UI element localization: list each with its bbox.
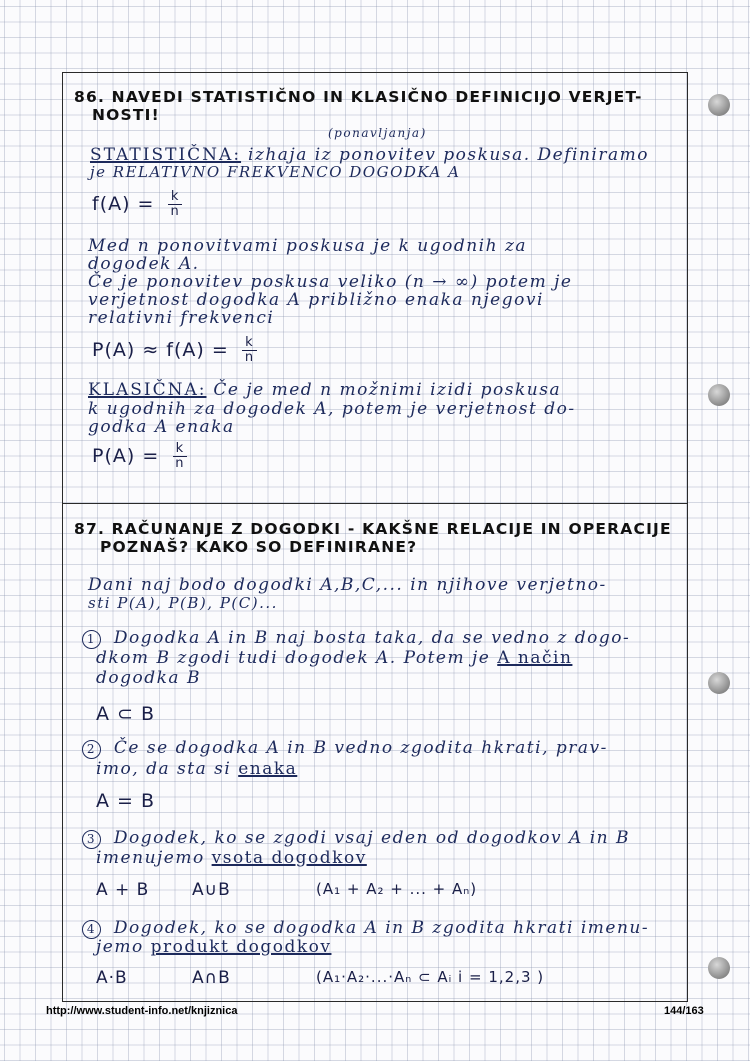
sum-formula-series: (A₁ + A₂ + ... + Aₙ) xyxy=(316,880,478,898)
subset-formula: A ⊂ B xyxy=(96,703,156,725)
item-text: Dogodek, ko se dogodka A in B zgodita hkrati imenu- xyxy=(113,918,650,938)
fraction xyxy=(168,190,183,219)
item-text: imo, da sta si xyxy=(96,759,232,779)
item-text: Če se dogodka A in B vedno zgodita hkrati, prav- xyxy=(113,738,608,758)
classical-text: Če je med n možnimi izidi poskusa xyxy=(213,380,562,400)
sum-formula-union: A∪B xyxy=(192,880,231,900)
binder-hole xyxy=(708,94,730,116)
statistical-definition-line2: je RELATIVNO FREKVENCO DOGODKA A xyxy=(90,163,461,181)
paragraph-line: relativni frekvenci xyxy=(88,308,275,328)
item2-line2 xyxy=(96,759,297,779)
page-number: 144/163 xyxy=(664,1005,704,1017)
fraction-numerator: k xyxy=(168,190,183,205)
item3-line2 xyxy=(96,848,367,868)
fraction-denominator: n xyxy=(175,456,185,471)
product-formula-intersection: A∩B xyxy=(192,968,231,988)
fraction-denominator: n xyxy=(170,204,180,219)
section-divider xyxy=(62,503,688,504)
fraction xyxy=(242,336,257,365)
statistical-text: izhaja iz ponovitev poskusa. Definiramo xyxy=(247,145,649,165)
annotation: (ponavljanja) xyxy=(328,126,427,140)
paragraph-line: Če je ponovitev poskusa veliko (n → ∞) potem je xyxy=(88,272,573,292)
item1-line1 xyxy=(82,628,630,649)
item4-line1 xyxy=(82,918,649,939)
item-text: Dogodek, ko se zgodi vsaj eden od dogodkov A in B xyxy=(113,828,631,848)
classical-label: KLASIČNA: xyxy=(88,380,207,400)
binder-hole xyxy=(708,384,730,406)
statistical-label: STATISTIČNA: xyxy=(90,145,242,165)
fraction-numerator: k xyxy=(173,442,188,457)
classical-definition-line3: godka A enaka xyxy=(88,417,235,437)
item1-line2 xyxy=(96,648,572,668)
sum-formula-plus: A + B xyxy=(96,880,150,900)
classical-definition-line1 xyxy=(88,380,561,400)
q86-heading-line2: NOSTI! xyxy=(92,106,160,124)
product-formula-dot: A·B xyxy=(96,968,128,988)
item-text: Dogodka A in B naj bosta taka, da se vedno z dogo- xyxy=(113,628,631,648)
fraction xyxy=(172,442,187,471)
equality-formula: A = B xyxy=(96,790,156,812)
item3-line1 xyxy=(82,828,630,849)
item1-line3: dogodka B xyxy=(96,668,201,688)
item2-line1 xyxy=(82,738,608,759)
item-highlight: enaka xyxy=(238,759,298,779)
item-number: 1 xyxy=(82,630,101,649)
paragraph-line: dogodek A. xyxy=(88,254,200,274)
item-text: imenujemo xyxy=(96,848,205,868)
fraction-denominator: n xyxy=(244,350,255,365)
intro-line2: sti P(A), P(B), P(C)... xyxy=(88,594,278,612)
statistical-definition-line1 xyxy=(90,145,649,165)
q87-heading-line2: POZNAŠ? KAKO SO DEFINIRANE? xyxy=(100,538,418,556)
paragraph-line: Med n ponovitvami poskusa je k ugodnih za xyxy=(88,236,528,256)
frequency-formula xyxy=(92,190,183,219)
classical-definition-line2: k ugodnih za dogodek A, potem je verjetnost do- xyxy=(88,399,576,419)
intro-line1: Dani naj bodo dogodki A,B,C,... in njihove verjetno- xyxy=(88,575,607,595)
item4-line2 xyxy=(96,937,331,957)
item-text: jemo xyxy=(96,937,144,957)
classical-formula xyxy=(92,442,188,471)
item-number: 4 xyxy=(82,920,101,939)
approximation-formula-lhs: P(A) ≈ f(A) = xyxy=(92,339,229,361)
item-number: 3 xyxy=(82,830,101,849)
item-number: 2 xyxy=(82,740,101,759)
binder-hole xyxy=(708,957,730,979)
footer-url[interactable]: http://www.student-info.net/knjiznica xyxy=(46,1005,238,1017)
approximation-formula xyxy=(92,336,257,365)
item-highlight: A način xyxy=(497,648,573,668)
q87-heading-line1: 87. RAČUNANJE Z DOGODKI - KAKŠNE RELACIJE IN OPERACIJE xyxy=(74,520,672,538)
item-text: dkom B zgodi tudi dogodek A. Potem je xyxy=(96,648,491,668)
frequency-formula-lhs: f(A) = xyxy=(92,193,155,215)
classical-formula-lhs: P(A) = xyxy=(92,445,160,467)
q86-heading-line1: 86. NAVEDI STATISTIČNO IN KLASIČNO DEFINICIJO VERJET- xyxy=(74,88,643,106)
binder-hole xyxy=(708,672,730,694)
item-highlight: produkt dogodkov xyxy=(150,937,332,957)
item-highlight: vsota dogodkov xyxy=(211,848,367,868)
product-formula-series: (A₁·A₂·...·Aₙ ⊂ Aᵢ i = 1,2,3 ) xyxy=(316,968,545,986)
paragraph-line: verjetnost dogodka A približno enaka njegovi xyxy=(88,290,544,310)
fraction-numerator: k xyxy=(242,336,257,351)
